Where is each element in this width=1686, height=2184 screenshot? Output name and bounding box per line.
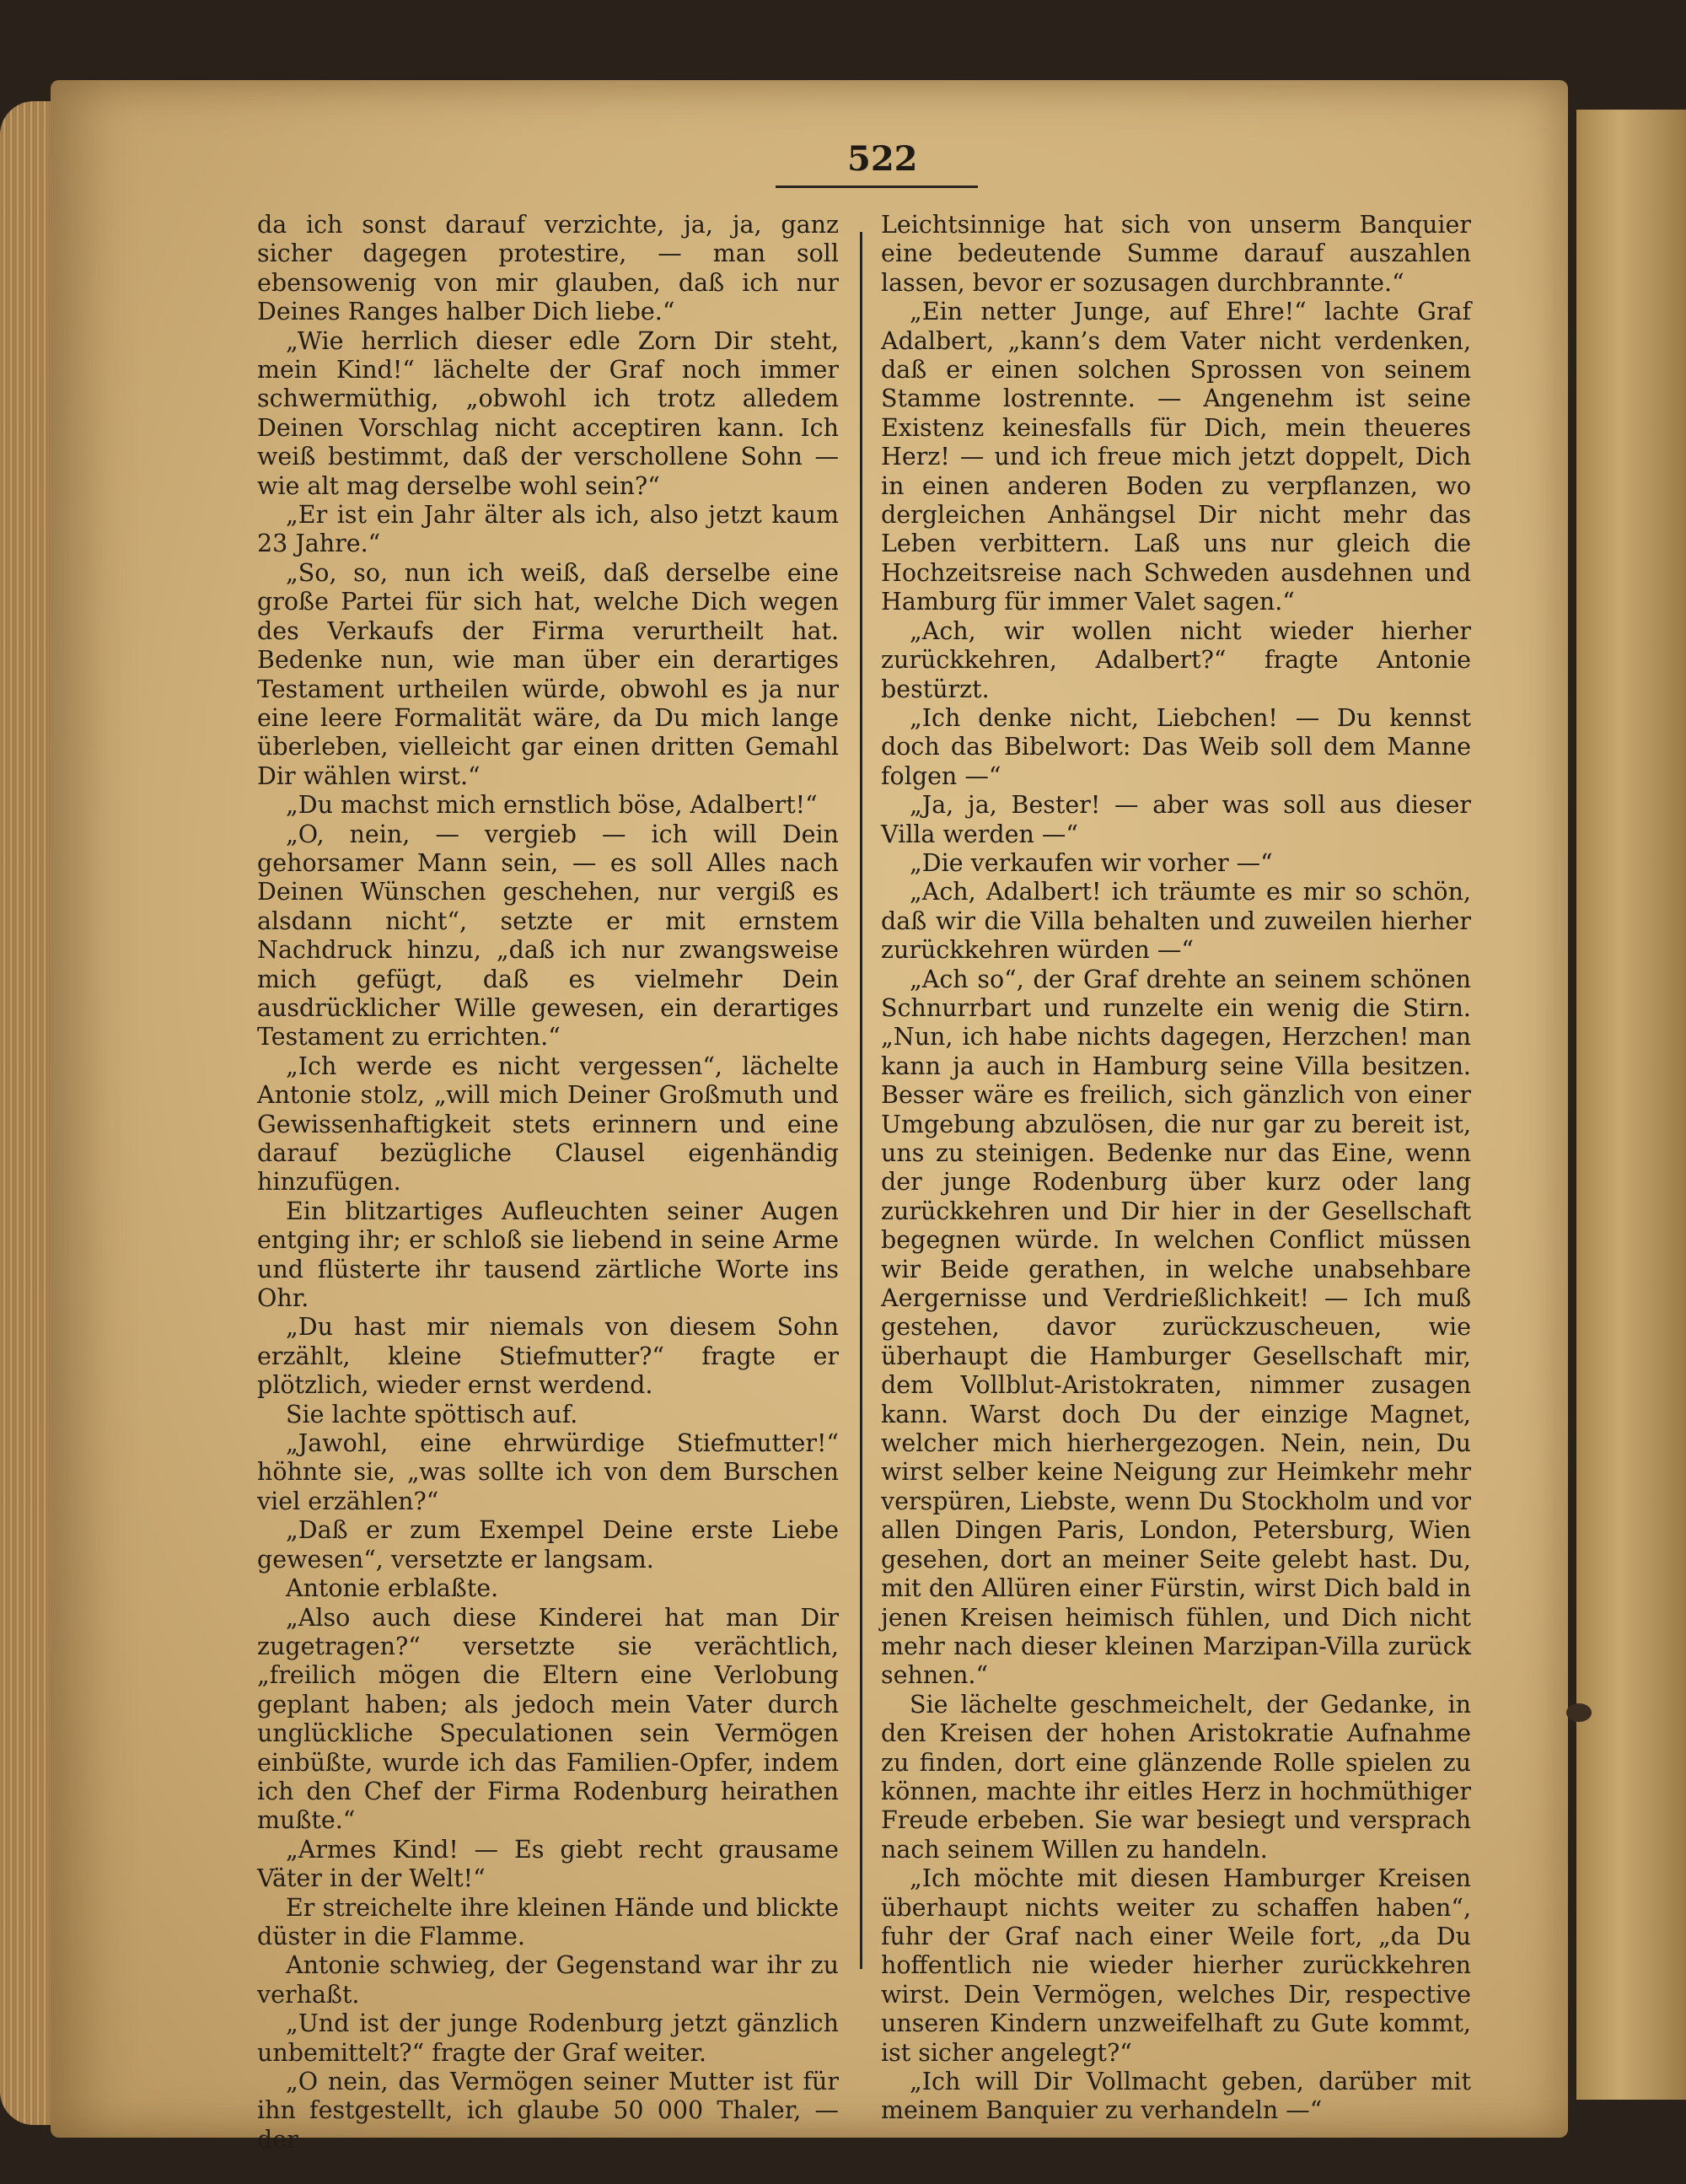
paragraph: „So, so, nun ich weiß, daß derselbe eine große Partei für sich hat, welche Dich wegen des Verkaufs der Firma verurtheilt hat. Bedenke nun, wie man über ein derartiges Testament urtheilen würde, obwohl es ja nur eine leere Formalität wäre, da Du mich lange überleben, vielleicht gar einen dritten Gemahl Dir wählen wirst.“ xyxy=(257,558,839,790)
paragraph: Leichtsinnige hat sich von unserm Banquier eine bedeutende Summe darauf auszahlen lassen, bevor er sozusagen durchbrannte.“ xyxy=(881,211,1471,297)
paragraph: „Ich werde es nicht vergessen“, lächelte Antonie stolz, „will mich Deiner Großmuth und Gewissenhaftigkeit stets erinnern und eine darauf bezügliche Clausel eigenhändig hinzufügen. xyxy=(257,1052,839,1197)
paragraph: Antonie schwieg, der Gegenstand war ihr zu verhaßt. xyxy=(257,1951,839,2009)
paragraph: „Ja, ja, Bester! — aber was soll aus dieser Villa werden —“ xyxy=(881,791,1471,848)
page-damage-mark xyxy=(1566,1703,1592,1722)
paragraph: „Du hast mir niemals von diesem Sohn erzählt, kleine Stiefmutter?“ fragte er plötzlich, wieder ernst werdend. xyxy=(257,1313,839,1400)
paragraph: „O, nein, — vergieb — ich will Dein gehorsamer Mann sein, — es soll Alles nach Deinen Wünschen geschehen, nur vergiß es alsdann nicht“, setzte er mit ernstem Nachdruck hinzu, „daß ich nur zwangsweise mich gefügt, daß es vielmehr Dein ausdrücklicher Wille gewesen, ein derartiges Testament zu errichten.“ xyxy=(257,820,839,1052)
paragraph: Er streichelte ihre kleinen Hände und blickte düster in die Flamme. xyxy=(257,1893,839,1950)
paragraph: „Ein netter Junge, auf Ehre!“ lachte Graf Adalbert, „kann’s dem Vater nicht verdenken, daß er einen solchen Sprossen von seinem Stamme lostrennte. — Angenehm ist seine Existenz keinesfalls für Dich, mein theueres Herz! — und ich freue mich jetzt doppelt, Dich in einen anderen Boden zu verpflanzen, wo dergleichen Anhängsel Dir nicht mehr das Leben verbittern. Laß uns nur gleich die Hochzeitsreise nach Schweden ausdehnen und Hamburg für immer Valet sagen.“ xyxy=(881,298,1471,616)
paragraph: „Wie herrlich dieser edle Zorn Dir steht, mein Kind!“ lächelte der Graf noch immer schwermüthig, „obwohl ich trotz alledem Deinen Vorschlag nicht acceptiren kann. Ich weiß bestimmt, daß der verschollene Sohn — wie alt mag derselbe wohl sein?“ xyxy=(257,326,839,500)
page-number: 522 xyxy=(847,139,918,179)
paragraph: „Und ist der junge Rodenburg jetzt gänzlich unbemittelt?“ fragte der Graf weiter. xyxy=(257,2009,839,2067)
paragraph: Sie lachte spöttisch auf. xyxy=(286,1400,578,1428)
paragraph: „Daß er zum Exempel Deine erste Liebe gewesen“, versetzte er langsam. xyxy=(257,1516,839,1573)
paragraph: „Ach so“, der Graf drehte an seinem schönen Schnurrbart und runzelte ein wenig die Stirn. „Nun, ich habe nichts dagegen, Herzchen! man kann ja auch in Hamburg seine Villa besitzen. Besser wäre es freilich, sich gänzlich von einer Umgebung abzulösen, die nur gar zu bereit ist, uns zu steinigen. Bedenke nur das Eine, wenn der junge Rodenburg über kurz oder lang zurückkehren und Dir hier in der Gesellschaft begegnen würde. In welchen Conflict müssen wir Beide gerathen, in welche unabsehbare Aergernisse und Verdrießlichkeit! — Ich muß gestehen, davor zurückzuscheuen, wie überhaupt die Hamburger Gesellschaft mir, dem Vollblut-Aristokraten, nimmer zusagen kann. Warst doch Du der einzige Magnet, welcher mich hierhergezogen. Nein, nein, Du wirst selber keine Neigung zur Heimkehr mehr verspüren, Liebste, wenn Du Stockholm und vor allen Dingen Paris, London, Petersburg, Wien gesehen, dort an meiner Seite gelebt hast. Du, mit den Allüren einer Fürstin, wirst Dich bald in jenen Kreisen heimisch fühlen, und Dich nicht mehr nach dieser kleinen Marzipan-Villa zurück sehnen.“ xyxy=(881,965,1471,1690)
paragraph: da ich sonst darauf verzichte, ja, ja, ganz sicher dagegen protestire, — man soll ebensowenig von mir glauben, daß ich nur Deines Ranges halber Dich liebe.“ xyxy=(257,211,839,326)
paragraph: „Ach, wir wollen nicht wieder hierher zurückkehren, Adalbert?“ fragte Antonie bestürzt. xyxy=(881,616,1471,703)
paragraph: „Also auch diese Kinderei hat man Dir zugetragen?“ versetzte sie verächtlich, „freilich mögen die Eltern eine Verlobung geplant haben; als jedoch mein Vater durch unglückliche Speculationen sein Vermögen einbüßte, wurde ich das Familien-Opfer, indem ich den Chef der Firma Rodenburg heirathen mußte.“ xyxy=(257,1603,839,1835)
column-divider xyxy=(860,232,862,1969)
facing-page-edge xyxy=(1576,110,1686,2100)
paragraph: „Jawohl, eine ehrwürdige Stiefmutter!“ höhnte sie, „was sollte ich von dem Burschen viel erzählen?“ xyxy=(257,1429,839,1515)
paragraph: „Armes Kind! — Es giebt recht grausame Väter in der Welt!“ xyxy=(257,1835,839,1893)
paragraph: „Er ist ein Jahr älter als ich, also jetzt kaum 23 Jahre.“ xyxy=(257,501,839,558)
paragraph: „Ich will Dir Vollmacht geben, darüber mit meinem Banquier zu verhandeln —“ xyxy=(881,2068,1471,2125)
right-column xyxy=(881,211,1471,2126)
paragraph: „Ich möchte mit diesen Hamburger Kreisen überhaupt nichts weiter zu schaffen haben“, fuhr der Graf nach einer Weile fort, „da Du hoffentlich nie wieder hierher zurückkehren wirst. Dein Vermögen, welches Dir, respective unseren Kindern unzweifelhaft zu Gute kommt, ist sicher angelegt?“ xyxy=(881,1864,1471,2067)
paragraph: „Ich denke nicht, Liebchen! — Du kennst doch das Bibelwort: Das Weib soll dem Manne folgen —“ xyxy=(881,703,1471,790)
paragraph: Ein blitzartiges Aufleuchten seiner Augen entging ihr; er schloß sie liebend in seine Arme und flüsterte ihr tausend zärtliche Worte ins Ohr. xyxy=(257,1197,839,1313)
paragraph: „O nein, das Vermögen seiner Mutter ist für ihn festgestellt, ich glaube 50 000 Thaler, — der xyxy=(257,2068,839,2154)
paragraph: „Ach, Adalbert! ich träumte es mir so schön, daß wir die Villa behalten und zuweilen hierher zurückkehren würden —“ xyxy=(881,878,1471,965)
paragraph: Sie lächelte geschmeichelt, der Gedanke, in den Kreisen der hohen Aristokratie Aufnahme zu finden, dort eine glänzende Rolle spielen zu können, machte ihr eitles Herz in hochmüthiger Freude erbeben. Sie war besiegt und versprach nach seinem Willen zu handeln. xyxy=(881,1690,1471,1864)
paragraph: „Die verkaufen wir vorher —“ xyxy=(910,848,1273,877)
left-column xyxy=(257,211,839,2154)
paragraph: „Du machst mich ernstlich böse, Adalbert!“ xyxy=(286,791,818,820)
page-number-rule xyxy=(776,186,978,188)
paragraph: Antonie erblaßte. xyxy=(286,1574,499,1603)
